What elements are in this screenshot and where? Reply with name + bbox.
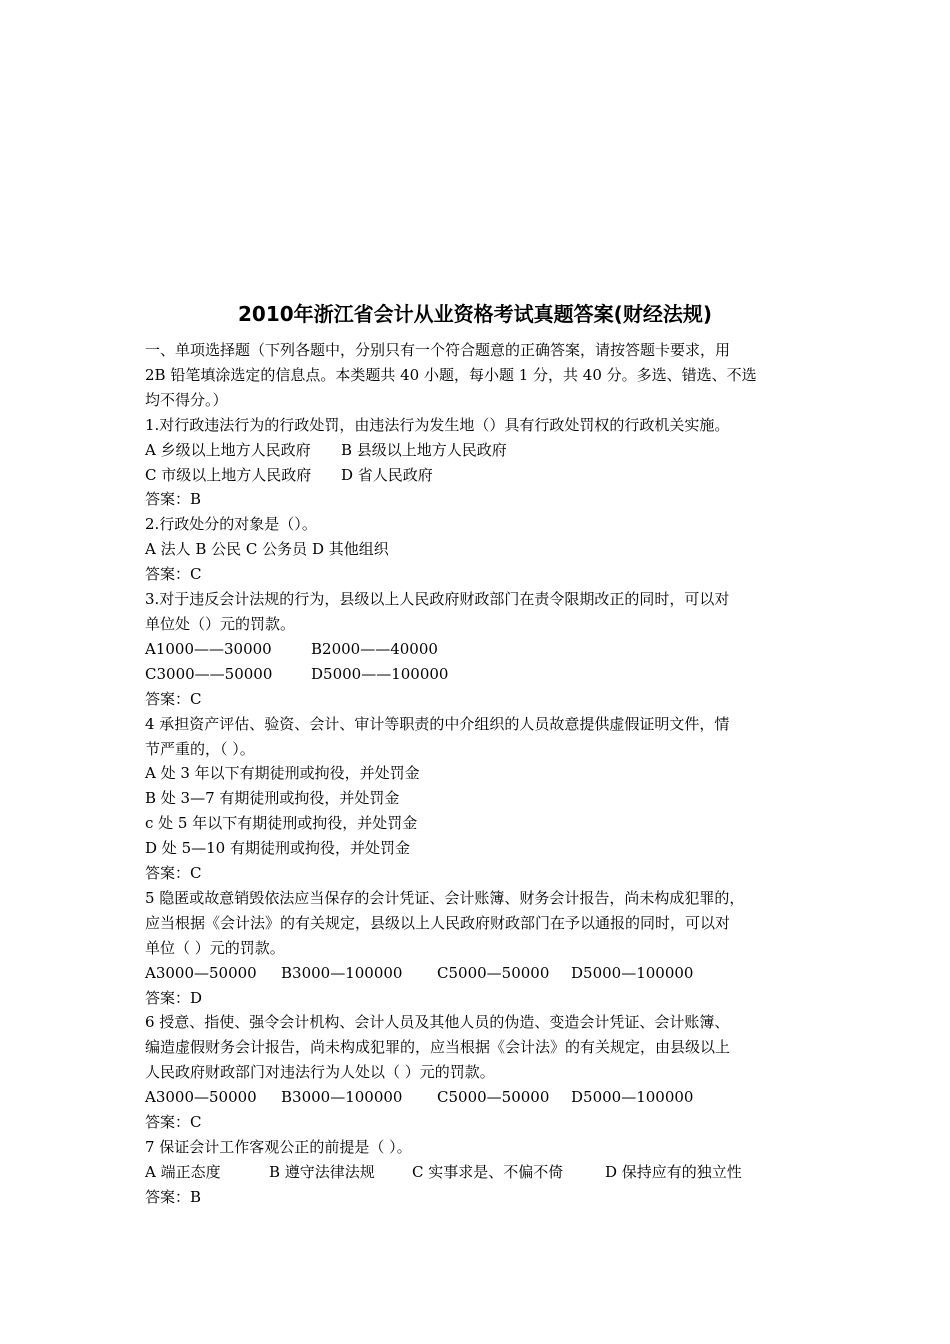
option-row <box>145 1160 815 1185</box>
document-title: 2010年浙江省会计从业资格考试真题答案(财经法规) <box>238 302 712 326</box>
option-row: B 处 3—7 有期徒刑或拘役，并处罚金 <box>145 789 400 808</box>
question-4 <box>145 712 815 886</box>
question-5 <box>145 886 815 1011</box>
option-row <box>145 637 815 662</box>
question-2 <box>145 512 815 587</box>
option: D5000—100000 <box>571 963 694 982</box>
answer-line: 答案：C <box>145 565 202 584</box>
question-stem: 7 保证会计工作客观公正的前提是（ ）。 <box>145 1138 412 1156</box>
option: B2000——40000 <box>311 639 438 658</box>
option-row <box>145 463 815 488</box>
document-body <box>145 338 815 1210</box>
answer-line: 答案：B <box>145 1187 202 1206</box>
option: A3000—50000 <box>145 963 257 982</box>
option-row: A 法人 B 公民 C 公务员 D 其他组织 <box>145 540 389 559</box>
question-stem: 1.对行政违法行为的行政处罚，由违法行为发生地（）具有行政处罚权的行政机关实施。 <box>145 415 730 434</box>
intro-line: 均不得分。） <box>145 390 228 409</box>
option-row: c 处 5 年以下有期徒刑或拘役，并处罚金 <box>145 814 418 833</box>
option: D5000——100000 <box>311 664 449 683</box>
option: C 市级以上地方人民政府 <box>145 465 312 484</box>
question-stem: 编造虚假财务会计报告，尚未构成犯罪的，应当根据《会计法》的有关规定，由县级以上 <box>145 1038 731 1057</box>
answer-line: 答案：B <box>145 490 202 509</box>
question-6 <box>145 1010 815 1135</box>
intro-line: 2B 铅笔填涂选定的信息点。本类题共 40 小题，每小题 1 分，共 40 分。多选、错选、不选 <box>145 365 757 384</box>
option: B 遵守法律法规 <box>269 1162 375 1181</box>
option-row <box>145 961 815 986</box>
question-stem: 2.行政处分的对象是（）。 <box>145 515 317 534</box>
section-intro <box>145 338 815 413</box>
option: C5000—50000 <box>437 1088 550 1107</box>
option-row: A 处 3 年以下有期徒刑或拘役，并处罚金 <box>145 764 420 783</box>
question-stem: 6 授意、指使、强令会计机构、会计人员及其他人员的伪造、变造会计凭证、会计账簿、 <box>145 1013 730 1032</box>
option: C3000——50000 <box>145 664 273 683</box>
question-stem: 单位处（）元的罚款。 <box>145 614 296 633</box>
question-stem: 4 承担资产评估、验资、会计、审计等职责的中介组织的人员故意提供虚假证明文件，情 <box>145 714 730 733</box>
option: A 乡级以上地方人民政府 <box>145 440 311 459</box>
intro-line: 一、单项选择题（下列各题中，分别只有一个符合题意的正确答案，请按答题卡要求，用 <box>145 341 731 359</box>
option-row: D 处 5—10 有期徒刑或拘役，并处罚金 <box>145 839 410 858</box>
question-7 <box>145 1135 815 1210</box>
option: A3000—50000 <box>145 1088 257 1107</box>
answer-line: 答案：C <box>145 689 202 708</box>
option: B3000—100000 <box>281 1088 403 1107</box>
option: B3000—100000 <box>281 963 403 982</box>
answer-line: 答案：C <box>145 864 202 883</box>
question-3 <box>145 587 815 712</box>
option-row <box>145 438 815 463</box>
question-stem: 3.对于违反会计法规的行为，县级以上人民政府财政部门在责令限期改正的同时，可以对 <box>145 590 730 609</box>
option: C5000—50000 <box>437 963 550 982</box>
answer-line: 答案：C <box>145 1113 202 1132</box>
option: D5000—100000 <box>571 1088 694 1107</box>
option-row <box>145 1085 815 1110</box>
option-row <box>145 662 815 687</box>
question-stem: 节严重的，（ ）。 <box>145 739 255 758</box>
question-stem: 单位（ ）元的罚款。 <box>145 938 285 957</box>
question-stem: 5 隐匿或故意销毁依法应当保存的会计凭证、会计账簿、财务会计报告，尚未构成犯罪的， <box>145 888 745 907</box>
option: A 端正态度 <box>145 1162 221 1181</box>
option: A1000——30000 <box>145 639 272 658</box>
option: C 实事求是、不偏不倚 <box>412 1162 564 1181</box>
answer-line: 答案：D <box>145 988 203 1007</box>
question-stem: 应当根据《会计法》的有关规定，县级以上人民政府财政部门在予以通报的同时，可以对 <box>145 913 731 932</box>
option: D 保持应有的独立性 <box>605 1162 742 1181</box>
question-stem: 人民政府财政部门对违法行为人处以（ ）元的罚款。 <box>145 1063 495 1082</box>
option: B 县级以上地方人民政府 <box>341 440 507 459</box>
option: D 省人民政府 <box>341 465 433 484</box>
question-1 <box>145 413 815 513</box>
